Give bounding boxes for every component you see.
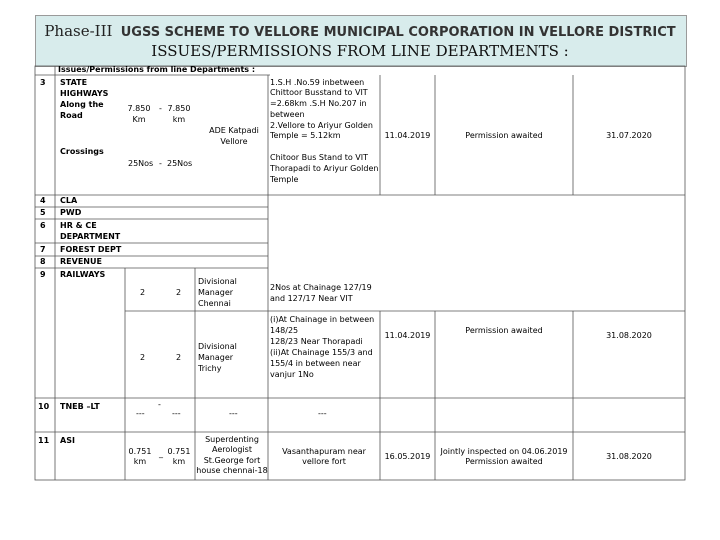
section-heading: Issues/Permissions from line Departments : <box>58 65 256 74</box>
row-3-qty1-value: 7.850 <box>127 104 151 113</box>
row-9-dept: RAILWAYS <box>60 270 106 279</box>
row-3-dept-line3: Along the <box>60 100 104 109</box>
row-7-dept: FOREST DEPT <box>60 245 122 254</box>
row-9b-qty1: 2 <box>140 353 146 362</box>
row-11-qty2-value: 0.751 <box>167 447 191 456</box>
row-3-qty2-value: 7.850 <box>167 104 191 113</box>
row-9a-qty1: 2 <box>140 288 146 297</box>
row-11-location-line1: Vasanthapuram near <box>282 447 366 456</box>
row-9a-location-line1: 2Nos at Chainage 127/19 <box>270 283 372 292</box>
row-10-location: --- <box>318 409 327 418</box>
row-7-number: 7 <box>40 245 46 254</box>
phase-label: Phase-III <box>44 22 113 40</box>
slide-subtitle <box>0 22 720 40</box>
row-3-crossings-location-line1: Chitoor Bus Stand to VIT <box>270 153 369 162</box>
row-3-crossings-location-line2: Thorapadi to Ariyur Golden <box>270 164 379 173</box>
row-3-location-line3: =2.68km .S.H No.207 in <box>270 99 367 108</box>
row-5-dept: PWD <box>60 208 82 217</box>
row-11-office-line4: house chennai-18 <box>196 466 268 475</box>
row-9-target-date: 31.08.2020 <box>606 331 652 340</box>
row-9a-office-line1: Divisional <box>198 277 237 286</box>
row-3-target-date: 31.07.2020 <box>606 131 652 140</box>
row-10-dept: TNEB –LT <box>60 402 100 411</box>
row-11-number: 11 <box>38 436 50 445</box>
row-3-location-line4: between <box>270 110 305 119</box>
row-11-dept: ASI <box>60 436 75 445</box>
row-9b-location-line5: 155/4 in between near <box>270 359 361 368</box>
row-3-qty2-unit: km <box>172 115 186 124</box>
row-9b-qty2: 2 <box>176 353 182 362</box>
row-9b-location-line6: vanjur 1No <box>270 370 314 379</box>
row-8-dept: REVENUE <box>60 257 102 266</box>
row-9b-office-line2: Manager <box>198 353 234 362</box>
row-3-date: 11.04.2019 <box>384 131 431 140</box>
row-3-status: Permission awaited <box>465 131 543 140</box>
row-4-number: 4 <box>40 196 46 205</box>
row-6-dept-line1: HR & CE <box>60 221 97 230</box>
row-9-number: 9 <box>40 270 46 279</box>
row-3-location-line6: Temple = 5.12km <box>270 131 341 140</box>
row-9b-location-line3: 128/23 Near Thorapadi <box>270 337 363 346</box>
row-9b-office-line3: Trichy <box>198 364 222 373</box>
row-9-status: Permission awaited <box>465 326 543 335</box>
row-3-location-line5: 2.Vellore to Ariyur Golden <box>270 121 373 130</box>
row-3-location-line2: Chittoor Busstand to VIT <box>270 88 368 97</box>
row-3-office-line2: Vellore <box>220 137 248 146</box>
row-11-office-line1: Superdenting <box>205 435 259 444</box>
row-3-dept-line1: STATE <box>60 78 88 87</box>
row-11-dash: _ <box>159 449 163 458</box>
row-10-qty1: --- <box>136 409 145 418</box>
row-3-number: 3 <box>40 78 46 87</box>
row-11-status-line2: Permission awaited <box>465 457 543 466</box>
row-9b-location-line2: 148/25 <box>270 326 299 335</box>
row-9b-office-line1: Divisional <box>198 342 237 351</box>
row-11-status-line1: Jointly inspected on 04.06.2019 <box>440 447 568 456</box>
row-3-office-line1: ADE Katpadi <box>209 126 259 135</box>
row-9b-location-line4: (ii)At Chainage 155/3 and <box>270 348 373 357</box>
row-3-dept-line4: Road <box>60 111 83 120</box>
row-11-qty1-unit: km <box>133 457 147 466</box>
row-11-target-date: 31.08.2020 <box>606 452 652 461</box>
row-3-qty1-unit: Km <box>132 115 146 124</box>
row-9a-office-line3: Chennai <box>198 299 231 308</box>
scheme-title: UGSS SCHEME TO VELLORE MUNICIPAL CORPORATION IN VELLORE DISTRICT <box>120 25 676 40</box>
row-6-dept-line2: DEPARTMENT <box>60 232 121 241</box>
row-11-location-line2: vellore fort <box>302 457 346 466</box>
row-11-qty2-unit: km <box>172 457 186 466</box>
row-11-date: 16.05.2019 <box>384 452 431 461</box>
row-3-crossings-location-line3: Temple <box>270 175 299 184</box>
row-3-crossings-dash: - <box>159 159 162 168</box>
row-3-dash: - <box>159 104 162 113</box>
row-8-number: 8 <box>40 257 46 266</box>
row-5-number: 5 <box>40 208 46 217</box>
row-9-date: 11.04.2019 <box>384 331 431 340</box>
row-10-dash: - <box>158 400 161 409</box>
row-9b-location-line1: (i)At Chainage in between <box>270 315 375 324</box>
row-11-qty1-value: 0.751 <box>128 447 152 456</box>
row-11-office-line2: Aerologist <box>212 445 252 454</box>
row-9a-location-line2: and 127/17 Near VIT <box>270 294 353 303</box>
row-9a-office-line2: Manager <box>198 288 234 297</box>
row-6-number: 6 <box>40 221 46 230</box>
row-3-crossings-qty2: 25Nos <box>167 159 193 168</box>
page-title: ISSUES/PERMISSIONS FROM LINE DEPARTMENTS : <box>151 42 569 60</box>
row-3-crossings-qty1: 25Nos <box>128 159 154 168</box>
row-3-dept-line2: HIGHWAYS <box>60 89 109 98</box>
row-11-office-line3: St.George fort <box>203 456 261 465</box>
row-10-office: --- <box>229 409 238 418</box>
row-9a-qty2: 2 <box>176 288 182 297</box>
row-3-location-line1: 1.S.H .No.59 inbetween <box>270 78 365 87</box>
row-4-dept: CLA <box>60 196 78 205</box>
row-10-number: 10 <box>38 402 50 411</box>
row-10-qty2: --- <box>172 409 181 418</box>
row-3-crossings-label: Crossings <box>60 147 104 156</box>
